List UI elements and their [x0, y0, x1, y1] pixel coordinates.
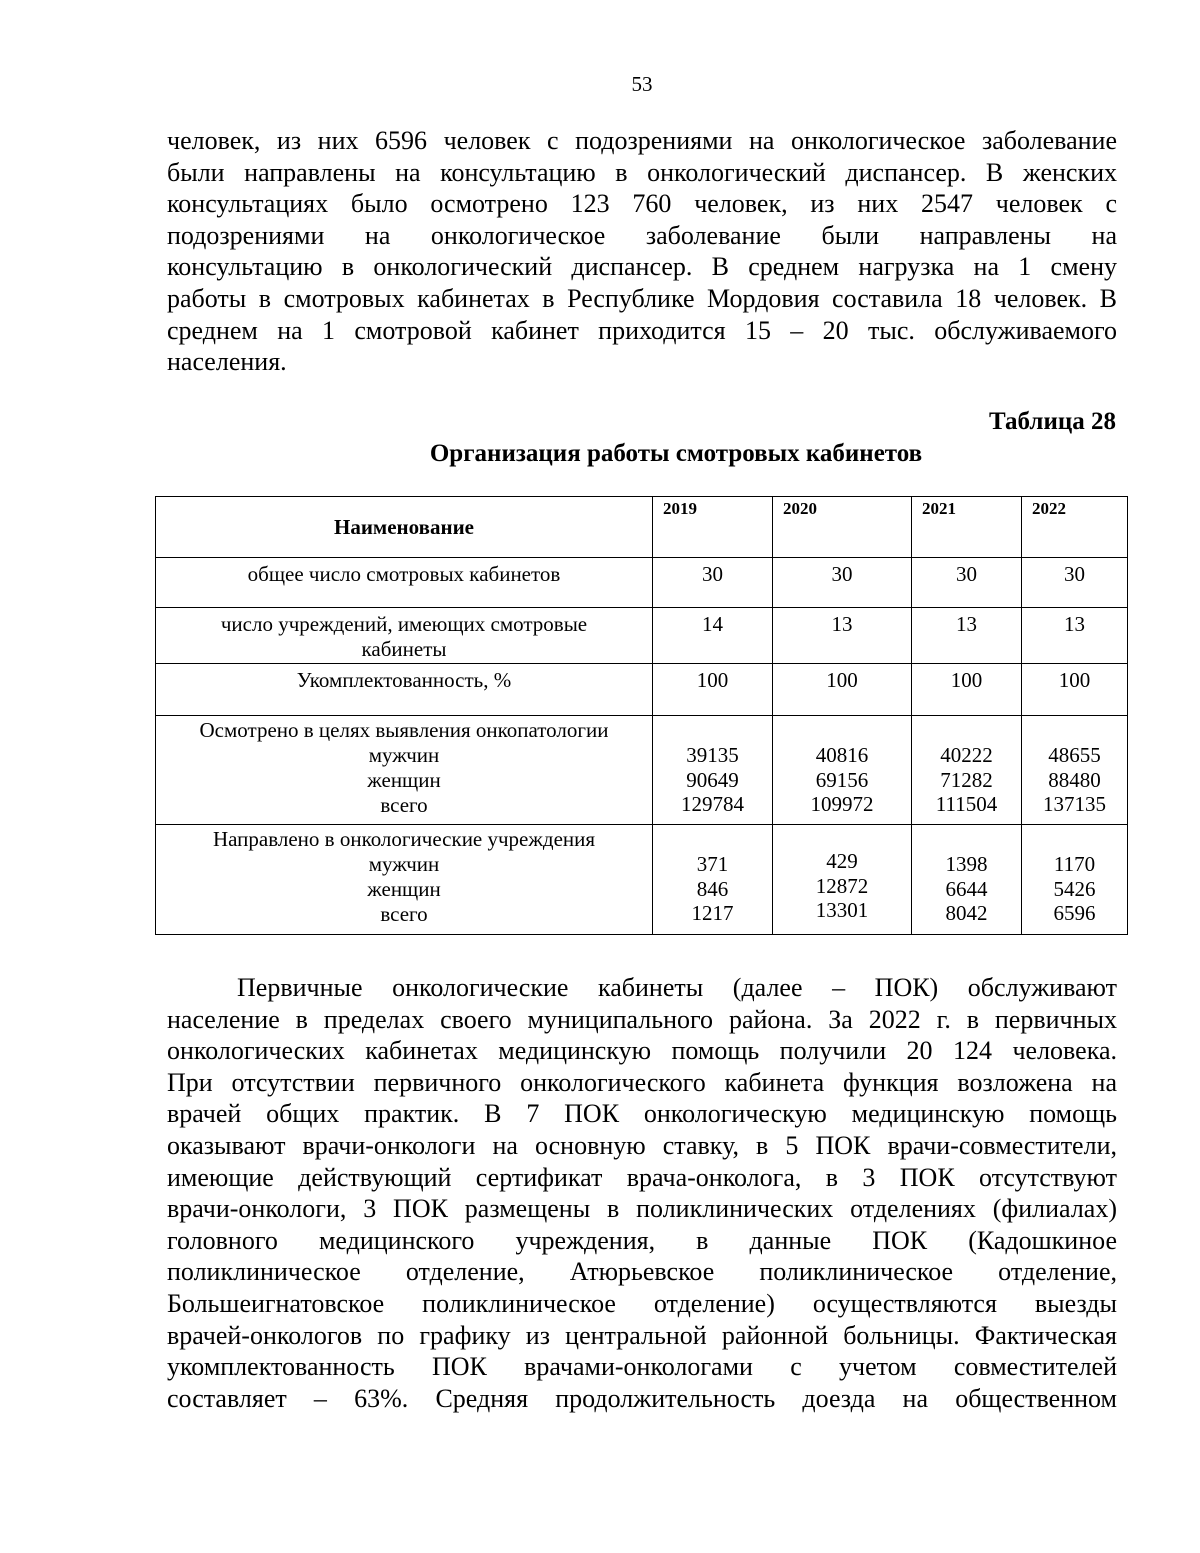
sub-label: всего: [380, 902, 428, 926]
cell-value: 69156: [815, 767, 869, 792]
row-label: [156, 825, 653, 935]
cell-value: 100: [826, 668, 858, 692]
text-line: врачей общих практик. В 7 ПОК онкологическую медицинскую помощь: [167, 1099, 1117, 1129]
row-label-text: Осмотрено в целях выявления онкопатологии: [199, 718, 609, 742]
cell-value: 109972: [810, 792, 874, 816]
cell-value: 30: [702, 562, 723, 586]
cell-value: 39135: [686, 743, 739, 767]
table-cell: [773, 558, 912, 608]
row-label: [156, 664, 653, 716]
cell-value: 6596: [1053, 901, 1096, 925]
cell-value: 371: [696, 852, 729, 876]
cell-value: 8042: [945, 901, 988, 925]
text-line: консультациях было осмотрено 123 760 человек, из них 2547 человек с: [167, 189, 1117, 219]
table-cell: [912, 664, 1022, 716]
row-label-text: Укомплектованность, %: [296, 668, 512, 692]
table-row: [156, 558, 1128, 608]
cell-value: 137135: [1043, 792, 1106, 816]
cell-value: 90649: [686, 767, 739, 792]
text-line: онкологических кабинетах медицинскую помощь получили 20 124 человека.: [167, 1036, 1117, 1066]
text-line: врачей-онкологов по графику из центральной районной больницы. Фактическая: [167, 1320, 1117, 1350]
row-label: [156, 716, 653, 825]
paragraph-primary-cabinets: [167, 972, 1117, 1414]
cell-value: 111504: [935, 792, 998, 816]
row-label: [156, 608, 653, 664]
table-cell: [912, 558, 1022, 608]
cabinets-table: [155, 496, 1128, 935]
table-cell: [1022, 825, 1128, 935]
text-line: человек, из них 6596 человек с подозрениями на онкологическое заболевание: [167, 126, 1117, 155]
cell-value: 30: [831, 562, 853, 586]
cell-value: 13301: [815, 898, 869, 922]
cell-value: 100: [950, 668, 983, 692]
cell-value: 48655: [1048, 743, 1101, 767]
table-cell: [1022, 608, 1128, 664]
row-label: [156, 558, 653, 608]
cell-value: 71282: [940, 767, 993, 792]
sub-label: женщин: [367, 768, 441, 792]
sub-label: мужчин: [368, 743, 440, 767]
cell-value: 13: [831, 612, 853, 636]
cell-value: 100: [696, 668, 729, 692]
table-cell: [1022, 716, 1128, 825]
cell-value: 88480: [1048, 767, 1101, 792]
text-line: головного медицинского учреждения, в данные ПОК (Кадошкиное: [167, 1225, 1117, 1255]
table-cell: [653, 825, 773, 935]
table-row: [156, 825, 1128, 935]
table-header-row: [156, 497, 1128, 558]
row-label-text: кабинеты: [361, 637, 447, 661]
table-cell: [773, 716, 912, 825]
table-cell: [912, 716, 1022, 825]
table-cell: [653, 608, 773, 664]
text-line: При отсутствии первичного онкологического кабинета функция возложена на: [167, 1067, 1117, 1097]
table-cell: [1022, 664, 1128, 716]
table-cell: [653, 558, 773, 608]
cell-value: 12872: [815, 873, 869, 898]
cell-value: 30: [956, 562, 977, 586]
text-line: укомплектованность ПОК врачами-онкологами с учетом совместителей: [167, 1352, 1117, 1382]
table-cell: [1022, 558, 1128, 608]
header-name: Наименование: [156, 497, 653, 558]
page-number: 53: [631, 72, 653, 96]
cell-value: 1217: [691, 901, 734, 925]
row-label-text: общее число смотровых кабинетов: [247, 562, 561, 586]
table-cell: [912, 608, 1022, 664]
paragraph-intro: [167, 125, 1117, 378]
row-label-text: Направлено в онкологические учреждения: [212, 827, 596, 851]
cell-value: 30: [1064, 562, 1085, 586]
table-row: [156, 716, 1128, 825]
sub-label: всего: [380, 793, 428, 817]
text-line: среднем на 1 смотровой кабинет приходится 15 – 20 тыс. обслуживаемого: [167, 315, 1117, 345]
cell-value: 13: [1064, 612, 1085, 636]
header-year: 2020: [773, 497, 912, 558]
sub-label: женщин: [367, 877, 441, 901]
cell-value: 13: [956, 612, 977, 636]
cell-value: 40816: [815, 743, 869, 767]
cell-value: 429: [826, 849, 858, 873]
table-cell: [773, 664, 912, 716]
text-line: Первичные онкологические кабинеты (далее – ПОК) обслуживают: [237, 973, 1117, 1002]
sub-label: мужчин: [368, 852, 440, 876]
text-line: поликлиническое отделение, Атюрьевское поликлиническое отделение,: [167, 1257, 1117, 1287]
cell-value: 14: [702, 612, 723, 636]
text-line: подозрениями на онкологическое заболевание были направлены на: [167, 220, 1117, 250]
table-row: [156, 608, 1128, 664]
cell-value: 1170: [1053, 852, 1096, 876]
text-line: консультацию в онкологический диспансер. В среднем нагрузка на 1 смену: [167, 252, 1117, 282]
text-line: Большеигнатовское поликлиническое отделение) осуществляются выезды: [167, 1288, 1117, 1318]
text-line: составляет – 63%. Средняя продолжительность доезда на общественном: [167, 1383, 1117, 1413]
cell-value: 100: [1058, 668, 1091, 692]
table-cell: [773, 825, 912, 935]
header-year: 2022: [1022, 497, 1128, 558]
table-label: Таблица 28: [988, 408, 1116, 435]
header-year: 2019: [653, 497, 773, 558]
cell-value: 5426: [1053, 876, 1096, 901]
row-label-text: число учреждений, имеющих смотровые: [220, 612, 588, 636]
table-cell: [653, 716, 773, 825]
table-title: Организация работы смотровых кабинетов: [429, 440, 923, 467]
cell-value: 6644: [945, 876, 988, 901]
table-cell: [773, 608, 912, 664]
header-year: 2021: [912, 497, 1022, 558]
text-line: оказывают врачи-онкологи на основную ставку, в 5 ПОК врачи-совместители,: [167, 1130, 1117, 1160]
table-row: [156, 664, 1128, 716]
text-line: были направлены на консультацию в онкологический диспансер. В женских: [167, 157, 1117, 187]
cell-value: 846: [696, 876, 729, 901]
cell-value: 40222: [940, 743, 993, 767]
text-line: имеющие действующий сертификат врача-онколога, в 3 ПОК отсутствуют: [167, 1162, 1117, 1192]
table-cell: [653, 664, 773, 716]
text-line: врачи-онкологи, 3 ПОК размещены в поликлинических отделениях (филиалах): [167, 1194, 1117, 1224]
table-cell: [912, 825, 1022, 935]
cell-value: 1398: [945, 852, 988, 876]
text-line: населения.: [167, 347, 287, 377]
text-line: работы в смотровых кабинетах в Республике Мордовия составила 18 человек. В: [167, 283, 1117, 313]
text-line: население в пределах своего муниципального района. За 2022 г. в первичных: [167, 1004, 1117, 1034]
cell-value: 129784: [681, 792, 744, 816]
